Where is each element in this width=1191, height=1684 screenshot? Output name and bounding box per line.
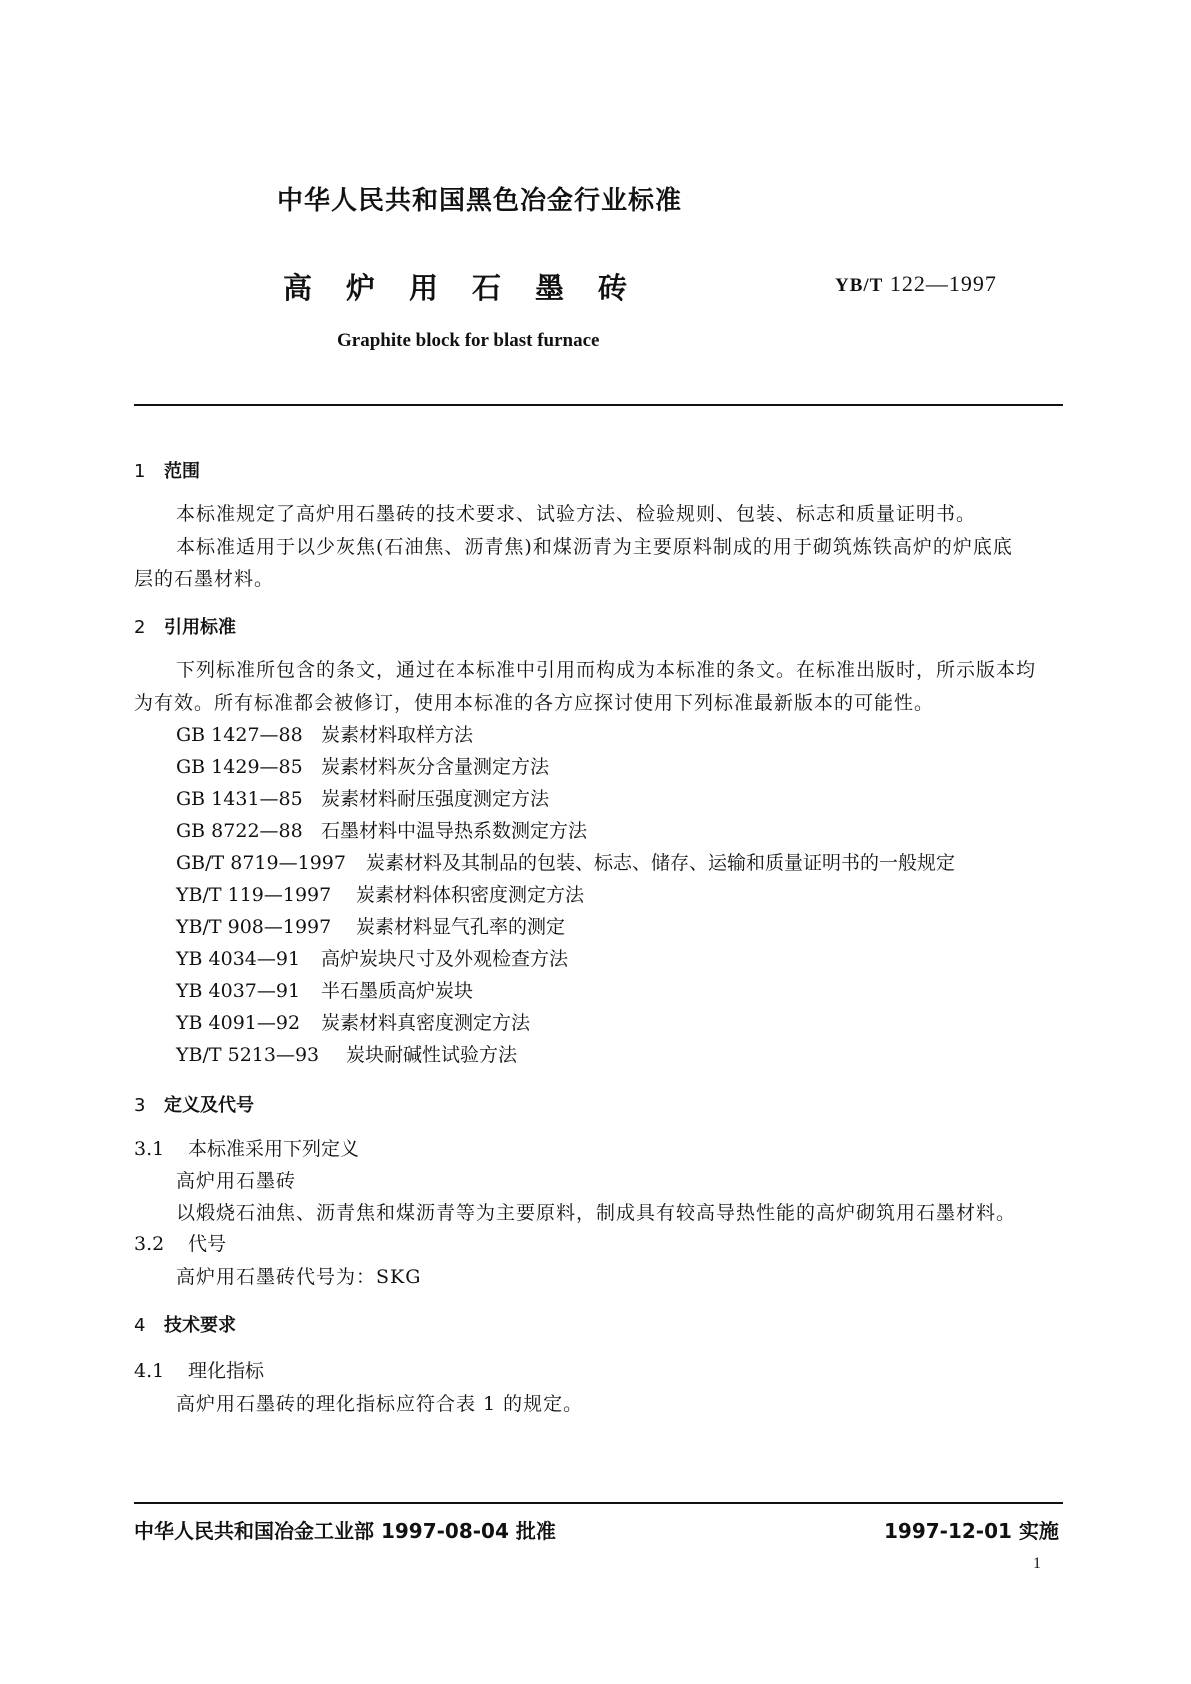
section-title: 范围 [164,461,200,482]
code-designation: 高炉用石墨砖代号为：SKG [176,1266,422,1288]
header-divider [134,404,1063,406]
reference-name: 高炉炭块尺寸及外观检查方法 [321,948,569,970]
reference-code: GB 1427—88 [176,724,303,746]
subsection-title: 代号 [188,1233,227,1255]
document-title: 高炉用石墨砖 [283,271,662,305]
reference-item [176,944,568,971]
reference-code: YB 4091—92 [176,1012,301,1034]
standard-code [835,271,997,297]
standard-code-prefix: YB/T [835,275,884,296]
section-3-heading [134,1091,254,1117]
reference-item [176,912,565,939]
effective-date: 1997-12-01 实施 [884,1519,1059,1543]
subsection-number: 4.1 [134,1360,165,1382]
reference-item [176,816,587,843]
reference-name: 炭块耐碱性试验方法 [346,1044,518,1066]
section-number: 2 [134,617,146,638]
section-2-heading [134,613,236,639]
subsection-title: 理化指标 [188,1360,265,1382]
reference-item [176,752,549,779]
term-name: 高炉用石墨砖 [176,1170,297,1192]
scope-paragraph-2: 本标准适用于以少灰焦(石油焦、沥青焦)和煤沥青为主要原料制成的用于砌筑炼铁高炉的炉底底 [176,536,1013,558]
subsection-3-2 [134,1229,226,1256]
reference-item [176,848,955,875]
reference-code: YB/T 119—1997 [176,884,332,906]
reference-code: YB 4037—91 [176,980,301,1002]
reference-code: GB 1429—85 [176,756,303,778]
reference-code: GB 8722—88 [176,820,303,842]
reference-code: GB/T 8719—1997 [176,852,346,874]
reference-name: 炭素材料显气孔率的测定 [356,916,566,938]
reference-item [176,976,473,1003]
reference-code: YB/T 5213—93 [176,1044,320,1066]
subsection-title: 本标准采用下列定义 [188,1138,360,1160]
reference-name: 炭素材料耐压强度测定方法 [321,788,550,810]
approval-line: 中华人民共和国冶金工业部 1997-08-04 批准 [134,1519,556,1543]
english-subtitle: Graphite block for blast furnace [337,330,600,351]
references-intro-2: 为有效。所有标准都会被修订，使用本标准的各方应探讨使用下列标准最新版本的可能性。 [134,692,935,714]
issuer-title: 中华人民共和国黑色冶金行业标准 [277,186,683,216]
subsection-3-1 [134,1134,359,1161]
scope-paragraph-1: 本标准规定了高炉用石墨砖的技术要求、试验方法、检验规则、包装、标志和质量证明书。 [176,503,977,525]
reference-name: 炭素材料真密度测定方法 [321,1012,531,1034]
reference-code: GB 1431—85 [176,788,303,810]
term-definition: 以煅烧石油焦、沥青焦和煤沥青等为主要原料，制成具有较高导热性能的高炉砌筑用石墨材料。 [176,1202,1017,1224]
reference-item [176,1008,530,1035]
footer-divider [134,1502,1063,1504]
section-4-heading [134,1311,236,1337]
section-number: 1 [134,461,146,482]
reference-code: YB/T 908—1997 [176,916,332,938]
reference-item [176,880,584,907]
subsection-4-1 [134,1356,264,1383]
reference-item [176,784,549,811]
references-intro-1: 下列标准所包含的条文，通过在本标准中引用而构成为本标准的条文。在标准出版时，所示版本均 [176,659,1037,681]
reference-name: 炭素材料体积密度测定方法 [356,884,585,906]
reference-code: YB 4034—91 [176,948,301,970]
reference-name: 炭素材料取样方法 [321,724,474,746]
section-title: 定义及代号 [164,1095,254,1116]
reference-item [176,720,473,747]
section-number: 4 [134,1315,146,1336]
reference-name: 炭素材料及其制品的包装、标志、储存、运输和质量证明书的一般规定 [366,852,956,874]
reference-name: 半石墨质高炉炭块 [321,980,474,1002]
reference-item [176,1040,517,1067]
page-number: 1 [1033,1555,1041,1572]
requirements-text: 高炉用石墨砖的理化指标应符合表 1 的规定。 [176,1393,584,1415]
reference-name: 炭素材料灰分含量测定方法 [321,756,550,778]
reference-name: 石墨材料中温导热系数测定方法 [321,820,588,842]
section-1-heading [134,457,200,483]
section-title: 引用标准 [164,617,236,638]
standard-code-number: 122—1997 [889,271,997,296]
subsection-number: 3.1 [134,1138,165,1160]
section-title: 技术要求 [164,1315,236,1336]
subsection-number: 3.2 [134,1233,165,1255]
scope-paragraph-2-cont: 层的石墨材料。 [134,568,275,590]
section-number: 3 [134,1095,146,1116]
